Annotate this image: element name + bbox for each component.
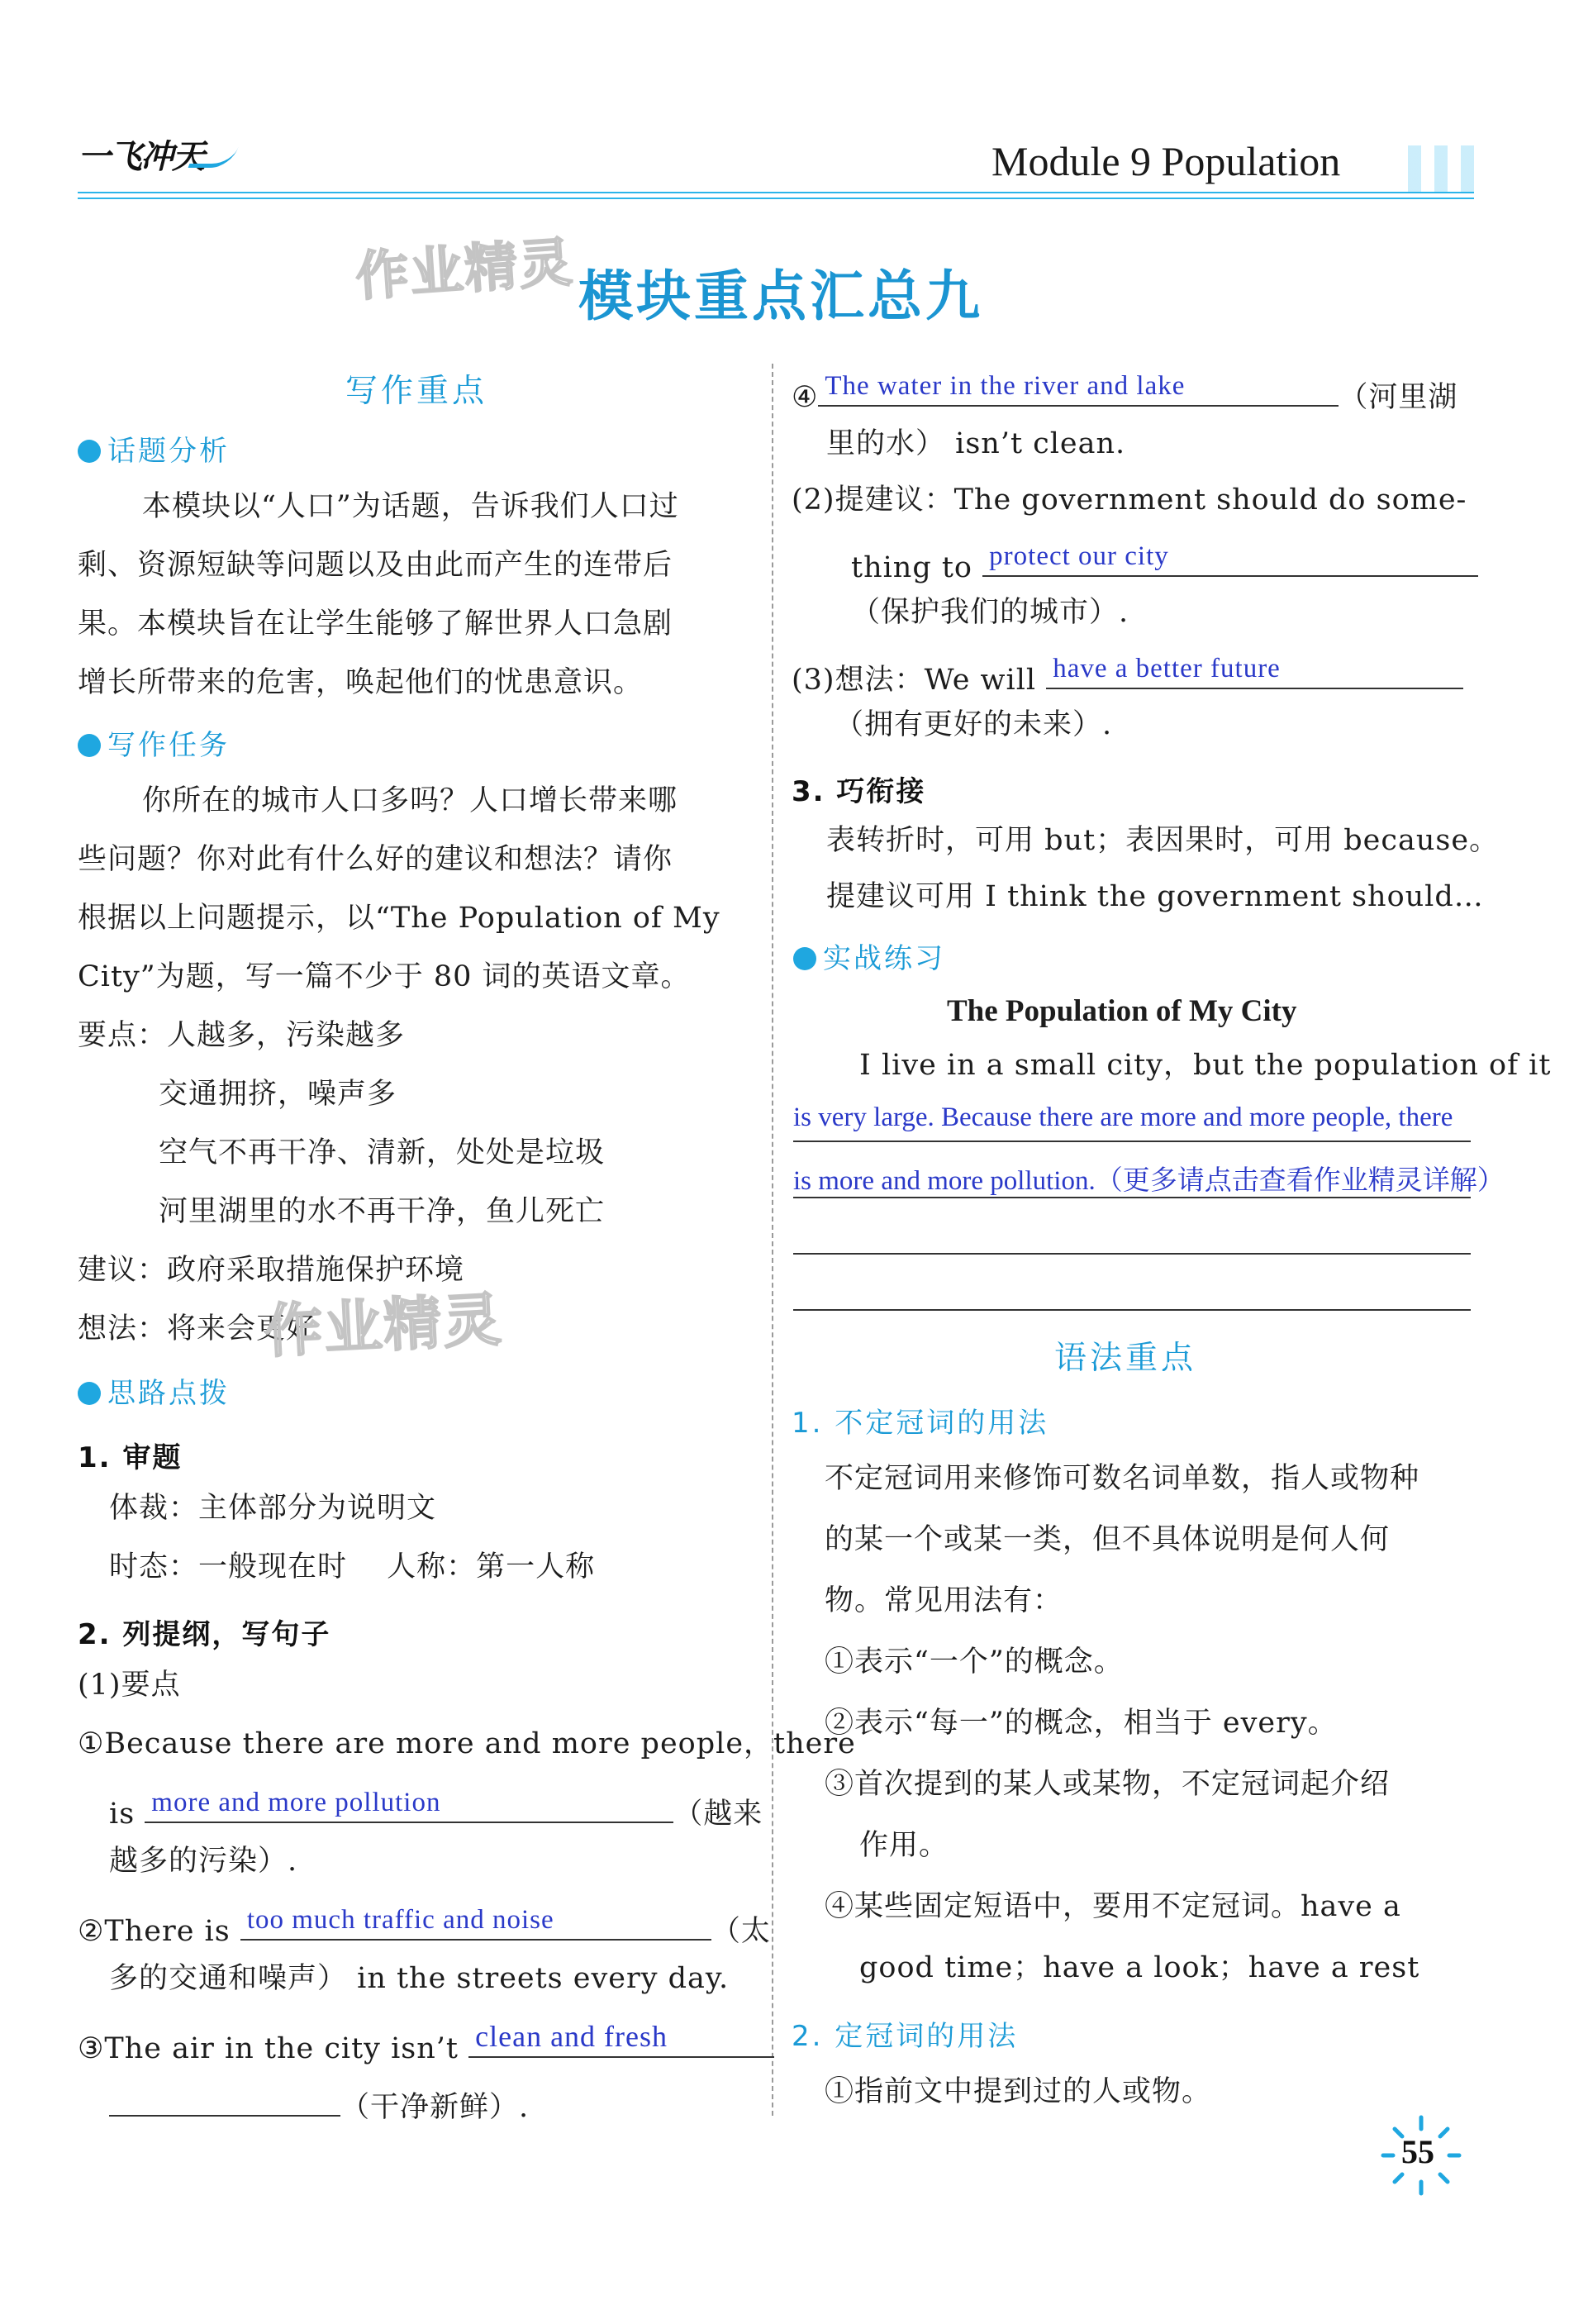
task-heading-label: 写作任务 — [107, 729, 230, 762]
answer-text: The water in the river and lake — [825, 371, 1186, 401]
bullet-icon — [78, 1382, 101, 1405]
sentence-line: 里的水） isn’t clean. — [826, 427, 1126, 460]
sentence-line: （保护我们的城市）. — [851, 596, 1129, 629]
step-title: 1. 审题 — [78, 1441, 183, 1474]
points-label: 要点：人越多，污染越多 — [78, 1019, 406, 1052]
practice-heading — [793, 936, 945, 976]
grammar-item: 作用。 — [859, 1829, 949, 1862]
brand-logo: 一飞冲天 — [78, 138, 203, 176]
sentence-line — [792, 655, 1463, 695]
sentence-text: is — [109, 1798, 136, 1831]
grammar-line: 的某一个或某一类，但不具体说明是何人何 — [825, 1523, 1391, 1556]
page-number: 55 — [1401, 2133, 1434, 2170]
header-rule — [78, 192, 1474, 199]
grammar-item: ②表示“每一”的概念，相当于 every。 — [825, 1707, 1338, 1740]
watermark: 作业精灵 — [263, 1285, 505, 1366]
topic-heading — [78, 428, 230, 469]
sentence-text: (3)想法：We will — [792, 664, 1037, 697]
answer-blank — [240, 1906, 711, 1941]
topic-line: 增长所带来的危害，唤起他们的忧患意识。 — [78, 666, 644, 699]
practice-heading-label: 实战练习 — [823, 942, 945, 975]
grammar-line: 不定冠词用来修饰可数名词单数，指人或物种 — [825, 1462, 1420, 1495]
bullet-icon — [78, 440, 101, 463]
sentence-text: （越来 — [673, 1798, 763, 1831]
bullet-icon — [78, 734, 101, 757]
answer-blank — [145, 1788, 673, 1823]
link-line: 提建议可用 I think the government should… — [826, 880, 1484, 913]
grammar-item: good time；have a look；have a rest — [859, 1951, 1420, 1984]
grammar-item: ①表示“一个”的概念。 — [825, 1645, 1124, 1679]
sentence-line — [78, 1906, 771, 1946]
grammar-heading: 1. 不定冠词的用法 — [792, 1407, 1049, 1440]
writing-rule — [793, 1253, 1471, 1255]
grammar-section-title: 语法重点 — [1054, 1340, 1197, 1377]
column-divider — [772, 364, 773, 2116]
essay-line: I live in a small city，but the population of it — [859, 1049, 1552, 1082]
sentence-line — [109, 2082, 529, 2122]
sentence-text: ④ — [792, 381, 819, 414]
answer-blank — [468, 2020, 774, 2058]
task-line: 些问题？你对此有什么好的建议和想法？请你 — [78, 843, 673, 876]
sentence-text: thing to — [851, 551, 973, 584]
point-item: 河里湖里的水不再干净，鱼儿死亡 — [159, 1195, 606, 1228]
topic-line: 剩、资源短缺等问题以及由此而产生的连带后 — [78, 549, 673, 582]
sentence-line: （拥有更好的未来）. — [835, 708, 1113, 741]
sentence-line: 越多的污染）. — [109, 1845, 298, 1878]
module-title: Module 9 Population — [991, 138, 1341, 184]
sentence-text: （太 — [711, 1915, 771, 1948]
hint-heading-label: 思路点拨 — [107, 1377, 230, 1410]
watermark: 作业精灵 — [354, 231, 576, 309]
step-title: 2. 列提纲，写句子 — [78, 1618, 331, 1651]
grammar-heading: 2. 定冠词的用法 — [792, 2020, 1019, 2053]
sentence-text: ③The air in the city isn’t — [78, 2032, 459, 2065]
grammar-item: ④某些固定短语中，要用不定冠词。have a — [825, 1890, 1401, 1923]
answer-text: clean and fresh — [475, 2020, 668, 2053]
writing-rule — [793, 1309, 1471, 1311]
answer-text: protect our city — [989, 541, 1169, 571]
answer-blank — [109, 2082, 340, 2117]
task-line: 你所在的城市人口多吗？人口增长带来哪 — [142, 784, 678, 817]
idea: 想法：将来会更好 — [78, 1312, 316, 1345]
tense: 时态：一般现在时 人称：第一人称 — [109, 1550, 596, 1583]
sentence-line: (2)提建议：The government should do some- — [792, 483, 1467, 517]
topic-heading-label: 话题分析 — [107, 435, 230, 468]
answer-blank — [818, 372, 1339, 407]
point-item: 交通拥挤，噪声多 — [159, 1078, 397, 1111]
hint-heading — [78, 1370, 230, 1411]
page-title: 模块重点汇总九 — [578, 264, 983, 328]
answer-text: too much traffic and noise — [246, 1905, 554, 1935]
topic-line: 本模块以“人口”为话题，告诉我们人口过 — [142, 490, 679, 523]
sentence-line — [851, 542, 1478, 583]
answer-text: have a better future — [1053, 654, 1281, 683]
grammar-item: ①指前文中提到过的人或物。 — [825, 2075, 1212, 2108]
sentence-line: 多的交通和噪声） in the streets every day. — [109, 1962, 730, 1995]
answer-blank — [982, 542, 1478, 577]
bullet-icon — [793, 947, 816, 970]
suggestion: 建议：政府采取措施保护环境 — [78, 1254, 465, 1287]
essay-answer-line: is very large. Because there are more and more people, there — [793, 1102, 1453, 1132]
link-line: 表转折时，可用 but；表因果时，可用 because。 — [826, 824, 1500, 857]
sentence-line — [78, 2020, 774, 2065]
header-decoration — [1395, 145, 1474, 192]
writing-rule — [793, 1197, 1471, 1198]
sentence-text: ②There is — [78, 1915, 231, 1948]
step-title: 3. 巧衔接 — [792, 775, 926, 808]
sentence-text: （河里湖 — [1339, 381, 1458, 414]
sentence-line: ①Because there are more and more people，there — [78, 1727, 856, 1760]
essay-answer-line: is more and more pollution.（更多请点击查看作业精灵详解） — [793, 1166, 1505, 1196]
brand-swoosh-icon — [188, 147, 238, 168]
writing-rule — [793, 1141, 1471, 1142]
grammar-item: ③首次提到的某人或某物，不定冠词起介绍 — [825, 1768, 1391, 1801]
sub-heading: (1)要点 — [78, 1669, 181, 1702]
sentence-line — [109, 1788, 763, 1829]
task-line: City”为题，写一篇不少于 80 词的英语文章。 — [78, 960, 691, 993]
task-heading — [78, 722, 230, 763]
essay-title: The Population of My City — [947, 994, 1297, 1028]
task-line: 根据以上问题提示，以“The Population of My — [78, 902, 720, 935]
sentence-text: （干净新鲜）. — [340, 2091, 530, 2124]
writing-section-title: 写作重点 — [345, 373, 488, 410]
topic-line: 果。本模块旨在让学生能够了解世界人口急剧 — [78, 607, 673, 641]
answer-text: more and more pollution — [151, 1788, 441, 1817]
answer-blank — [1046, 655, 1463, 689]
genre: 体裁：主体部分为说明文 — [109, 1492, 437, 1525]
grammar-line: 物。常见用法有： — [825, 1584, 1063, 1617]
sentence-line — [792, 372, 1457, 412]
point-item: 空气不再干净、清新，处处是垃圾 — [159, 1136, 606, 1169]
